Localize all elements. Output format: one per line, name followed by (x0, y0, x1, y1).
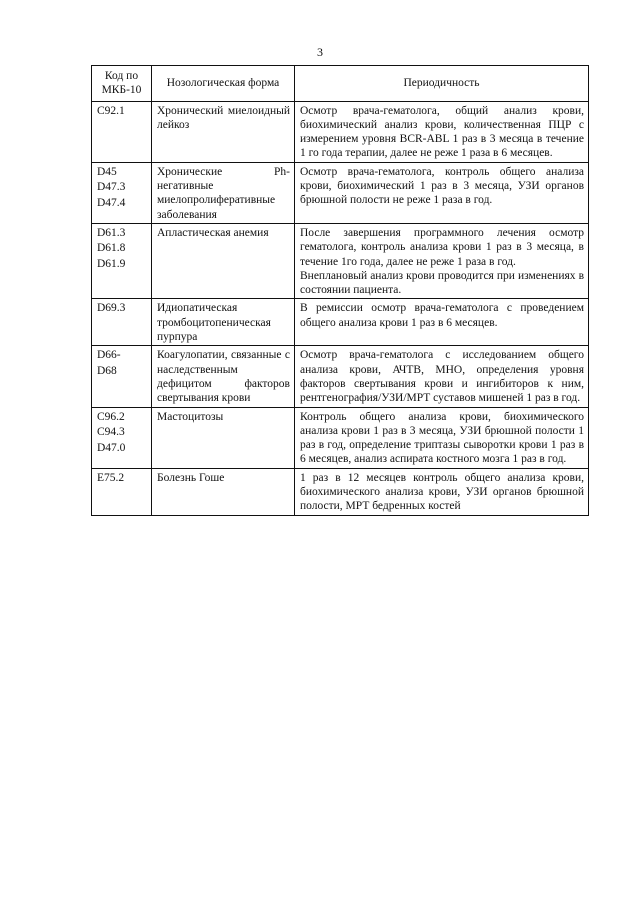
table-row (92, 101, 589, 162)
icd-code: C96.2 (97, 410, 125, 423)
icd-code: C92.1 (97, 104, 125, 117)
periodicity-cell (295, 407, 589, 468)
periodicity-cell (295, 299, 589, 346)
periodicity-cell (295, 223, 589, 298)
periodicity-text: После завершения программного лечения осмотр гематолога, контроль анализа крови 1 раз в 3 месяца, в течение 1го года, далее не реже 1 раза в год. (300, 226, 584, 268)
icd-code: E75.2 (97, 471, 125, 484)
code-cell (92, 223, 152, 298)
form-cell: Апластическая анемия (152, 223, 295, 298)
form-cell: Идиопатическая тромбоцитопеническая пурпура (152, 299, 295, 346)
periodicity-text: В ремиссии осмотр врача-гематолога с проведением общего анализа крови 1 раз в 6 месяцев. (300, 302, 584, 329)
table-row (92, 346, 589, 407)
code-cell (92, 407, 152, 468)
periodicity-cell (295, 101, 589, 162)
icd-code: D69.3 (97, 302, 126, 315)
periodicity-cell (295, 346, 589, 407)
table-row (92, 162, 589, 223)
icd-code: D47.4 (97, 196, 126, 209)
table-row (92, 468, 589, 515)
icd-code: D61.8 (97, 242, 126, 255)
periodicity-text: 1 раз в 12 месяцев контроль общего анализа крови, биохимического анализа крови, УЗИ органов брюшной полости, МРТ бедренных костей (300, 471, 584, 513)
code-cell (92, 101, 152, 162)
form-cell: Болезнь Гоше (152, 468, 295, 515)
header-form: Нозологическая форма (152, 66, 295, 102)
periodicity-cell (295, 162, 589, 223)
header-periodicity: Периодичность (295, 66, 589, 102)
periodicity-text: Осмотр врача-гематолога с исследованием общего анализа крови, АЧТВ, МНО, определения уровня факторов свертывания крови и ингибиторов к ним, рентгенография/УЗИ/МРТ суставов мишеней 1 раз в год. (300, 349, 584, 405)
periodicity-text: Осмотр врача-гематолога, контроль общего анализа крови, биохимический 1 раз в 3 месяца, УЗИ органов брюшной полости не реже 1 раза в год. (300, 165, 584, 207)
form-cell: Мастоцитозы (152, 407, 295, 468)
code-cell (92, 468, 152, 515)
code-cell (92, 299, 152, 346)
form-cell: Хронический миелоидный лейкоз (152, 101, 295, 162)
table-row (92, 407, 589, 468)
form-cell: Коагулопатии, связанные с наследственным дефицитом факторов свертывания крови (152, 346, 295, 407)
periodicity-cell (295, 468, 589, 515)
icd-code: D47.3 (97, 181, 126, 194)
code-cell (92, 162, 152, 223)
icd-code: D61.3 (97, 226, 126, 239)
page-number: 3 (317, 45, 323, 59)
code-cell (92, 346, 152, 407)
icd-code: D66- (97, 349, 121, 362)
icd-code: D68 (97, 364, 117, 377)
header-code: Код по МКБ-10 (92, 66, 152, 102)
icd-code: C94.3 (97, 426, 125, 439)
icd-code: D61.9 (97, 257, 126, 270)
periodicity-text: Внеплановый анализ крови проводится при изменениях в состоянии пациента. (300, 269, 584, 297)
periodicity-text: Осмотр врача-гематолога, общий анализ крови, биохимический анализ крови, количественная ПЦР с измерением уровня BCR-ABL 1 раз в 3 месяца в течение 1 го года терапии, далее не реже 1 раза в 6 месяцев. (300, 104, 584, 160)
icd-code: D45 (97, 165, 117, 178)
followup-table (91, 65, 589, 516)
icd-code: D47.0 (97, 441, 126, 454)
table-header-row (92, 66, 589, 102)
form-cell: Хронические Ph-негативные миелопролиферативные заболевания (152, 162, 295, 223)
table-row (92, 223, 589, 298)
periodicity-text: Контроль общего анализа крови, биохимического анализа крови 1 раз в 3 месяца, УЗИ брюшной полости 1 раз в год, определение триптазы сыворотки крови 1 раз в 6 месяцев, анализ аспирата костного мозга 1 раз в год. (300, 410, 584, 466)
table-row (92, 299, 589, 346)
